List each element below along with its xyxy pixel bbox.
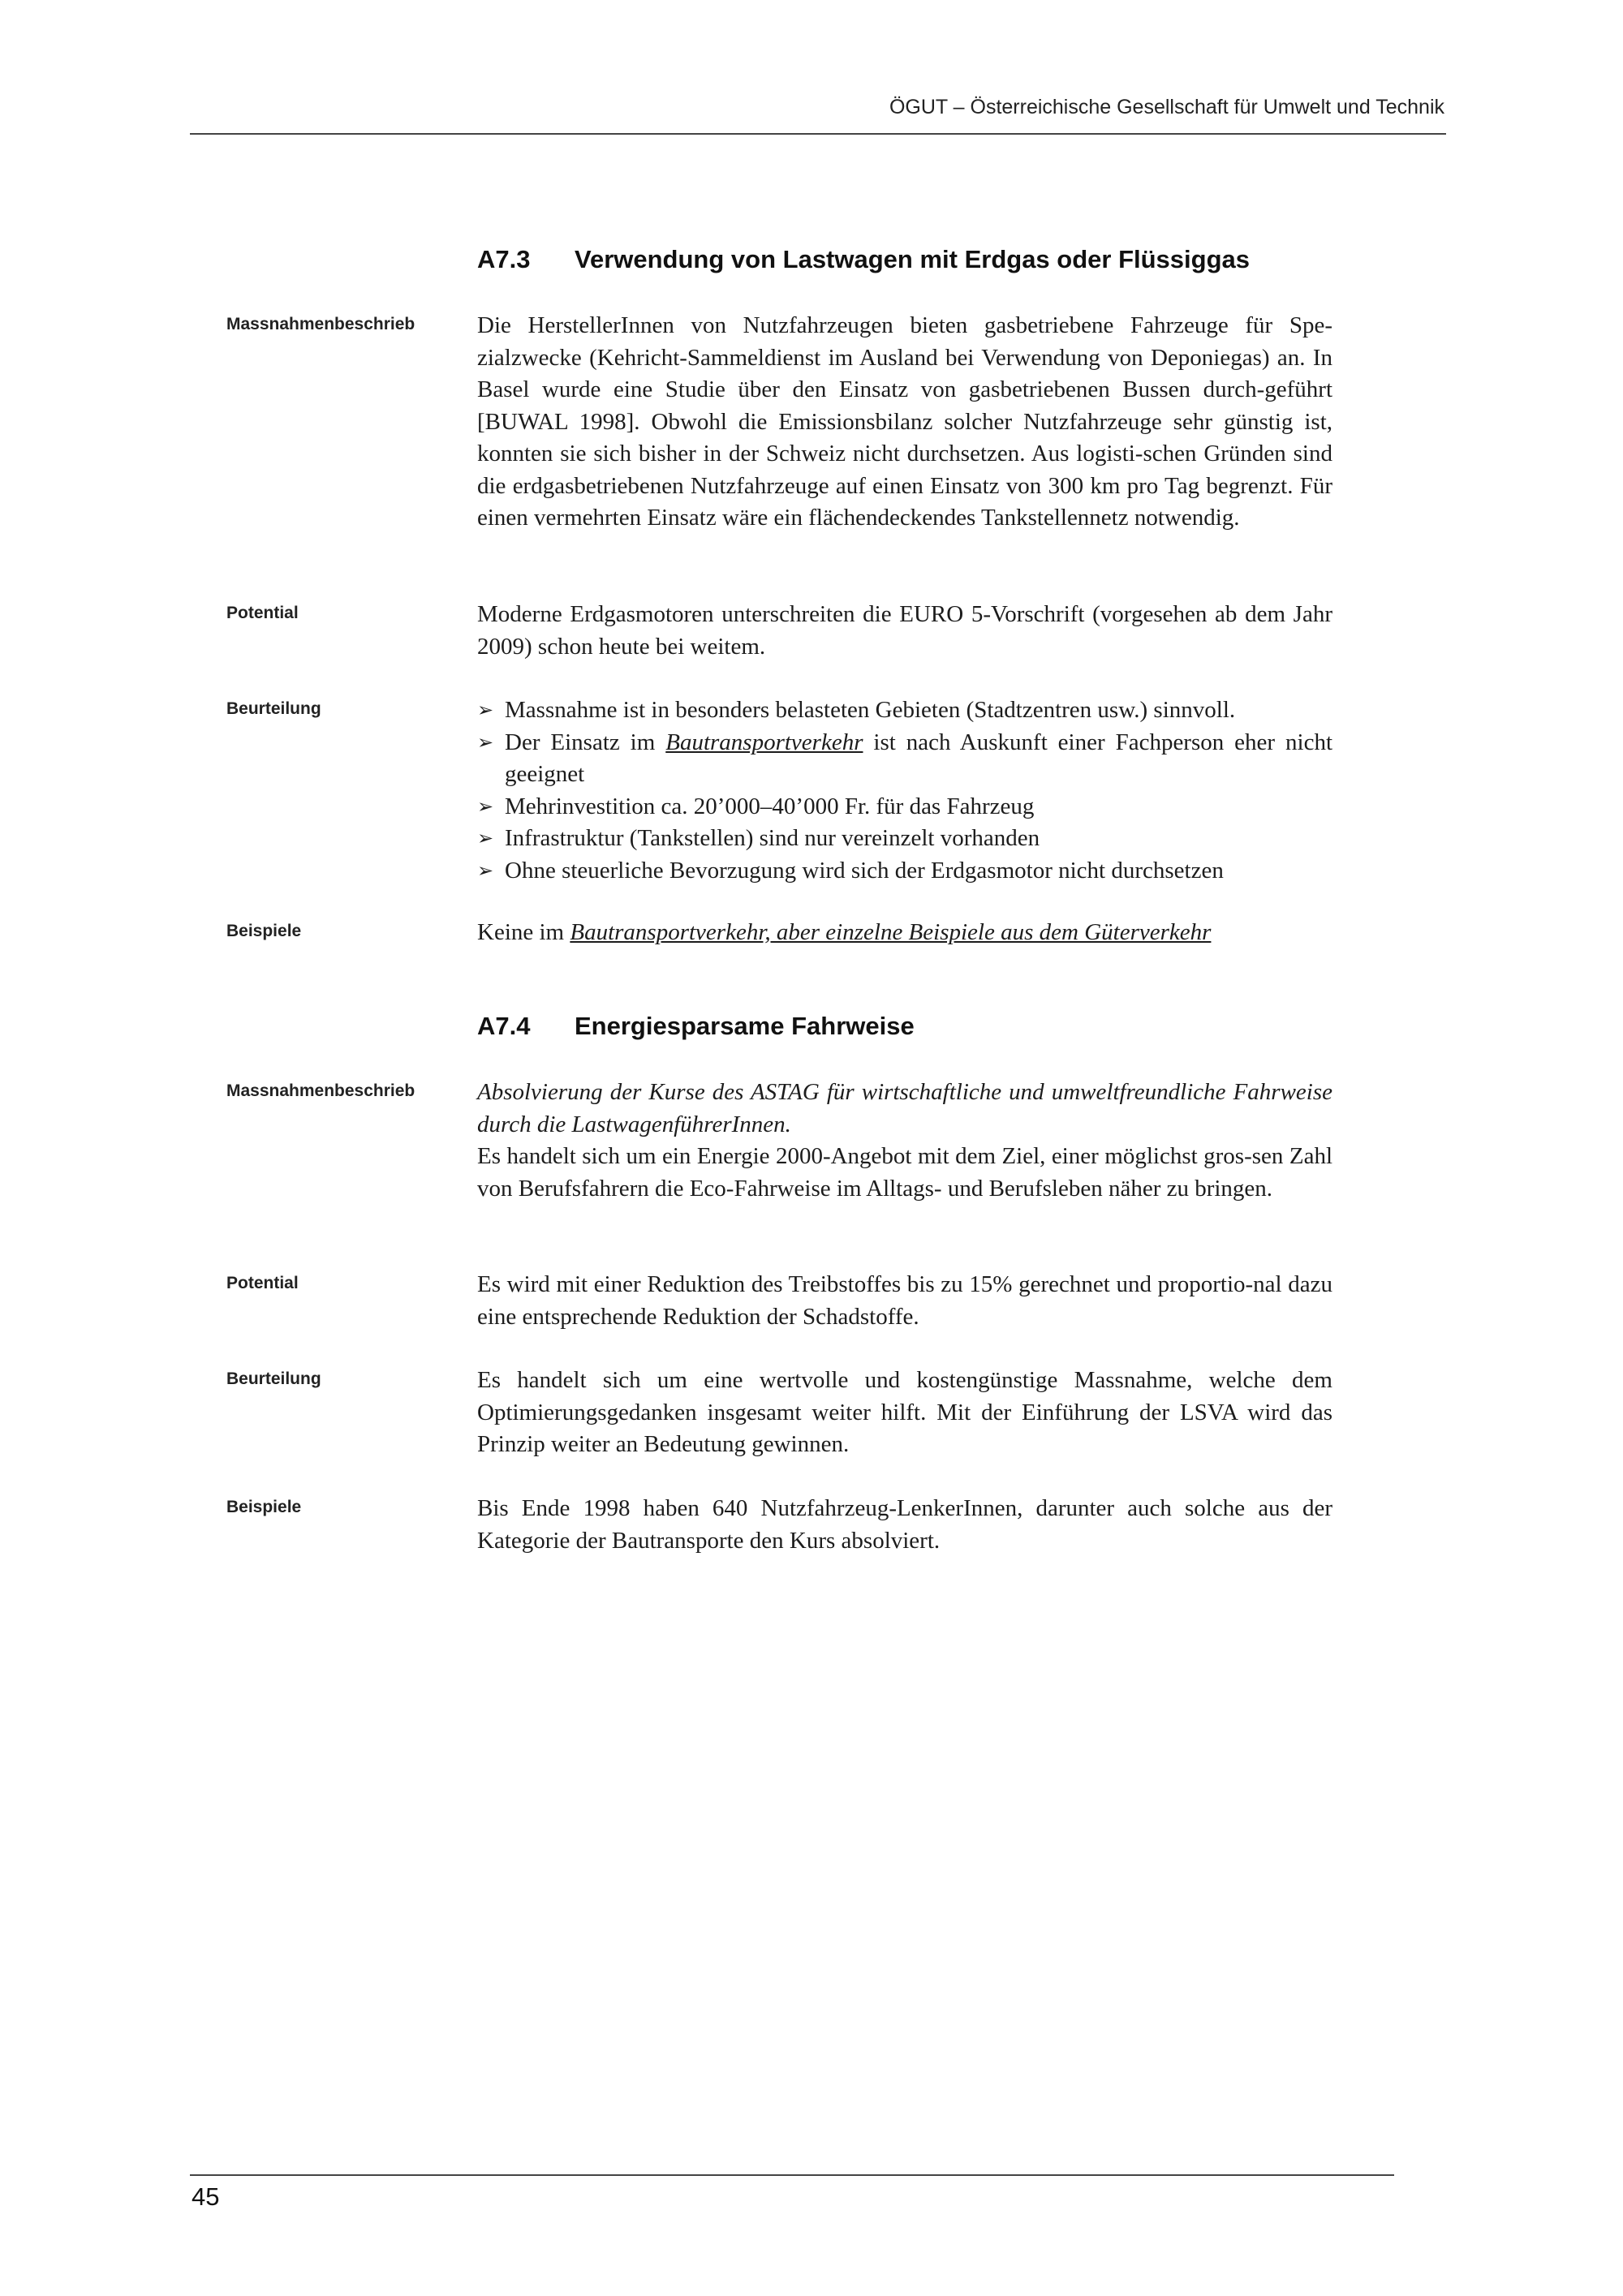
description-text <box>477 310 1332 535</box>
arrow-bullet-icon: ➢ <box>477 794 494 818</box>
list-item: ➢ Ohne steuerliche Bevorzugung wird sich der Erdgasmotor nicht durchsetzen <box>477 855 1332 888</box>
potential-text <box>477 599 1332 663</box>
row-label: Beispiele <box>226 1498 302 1516</box>
row-label: Potential <box>226 1274 299 1292</box>
examples-text: Keine im Bautransportverkehr, aber einzelne Beispiele aus dem Güterverkehr <box>477 919 1212 945</box>
page-number: 45 <box>192 2182 220 2211</box>
description-text <box>477 1077 1332 1205</box>
arrow-bullet-icon: ➢ <box>477 827 494 849</box>
row-label: Beispiele <box>226 922 302 940</box>
section-title: Energiesparsame Fahrweise <box>575 1012 915 1040</box>
assessment-list <box>477 694 1332 887</box>
paragraph: Bis Ende 1998 haben 640 Nutzfahrzeug-LenkerInnen, darunter auch solche aus der Kategorie der Bautransporte den Kurs absolviert. <box>477 1495 1332 1554</box>
italic-paragraph: Absolvierung der Kurse des ASTAG für wirtschaftliche und umweltfreundliche Fahrweise durch die LastwagenführerInnen. <box>477 1079 1332 1137</box>
potential-text <box>477 1269 1332 1333</box>
list-item: ➢ Massnahme ist in besonders belasteten Gebieten (Stadtzentren usw.) sinnvoll. <box>477 694 1332 727</box>
underlined-term: Bautransportverkehr, aber einzelne Beispiele aus dem Güterverkehr <box>570 919 1212 945</box>
paragraph: Moderne Erdgasmotoren unterschreiten die EURO 5-Vorschrift (vorgesehen ab dem Jahr 2009) schon heute bei weitem. <box>477 601 1332 660</box>
list-item: ➢ Infrastruktur (Tankstellen) sind nur vereinzelt vorhanden <box>477 823 1332 855</box>
paragraph: Die HerstellerInnen von Nutzfahrzeugen bieten gasbetriebene Fahrzeuge für Spe-zialzwecke (Kehricht-Sammeldienst im Ausland bei Verwendung von Deponiegas) an. In Basel wurde eine Studie über den Einsatz von gasbetriebenen Bussen durch-geführt [BUWAL 1998]. Obwohl die Emissionsbilanz solcher Nutzfahrzeuge sehr günstig ist, konnten sie sich bisher in der Schweiz nicht durchsetzen. Aus logisti-schen Gründen sind die erdgasbetriebenen Nutzfahrzeuge auf einen Einsatz von 300 km pro Tag begrenzt. Für einen vermehrten Einsatz wäre ein flächendeckendes Tankstellennetz notwendig. <box>477 312 1332 531</box>
section-heading-a74 <box>477 1012 915 1041</box>
section-title: Verwendung von Lastwagen mit Erdgas oder Flüssiggas <box>575 245 1251 273</box>
row-label: Beurteilung <box>226 699 321 718</box>
section-number: A7.4 <box>477 1012 531 1040</box>
paragraph: Es handelt sich um eine wertvolle und kostengünstige Massnahme, welche dem Optimierungsgedanken insgesamt weiter hilft. Mit der Einführung der LSVA wird das Prinzip weiter an Bedeutung gewinnen. <box>477 1367 1332 1457</box>
row-label: Beurteilung <box>226 1369 321 1388</box>
list-item: ➢ Mehrinvestition ca. 20’000–40’000 Fr. für das Fahrzeug <box>477 791 1332 823</box>
examples-text <box>477 1493 1332 1557</box>
underlined-term: Bautransportverkehr <box>665 729 863 755</box>
section-heading-a73 <box>477 245 1250 274</box>
assessment-text <box>477 1365 1332 1461</box>
arrow-bullet-icon: ➢ <box>477 858 494 882</box>
paragraph: Es handelt sich um ein Energie 2000-Angebot mit dem Ziel, einer möglichst gros-sen Zahl von Berufsfahrern die Eco-Fahrweise im Alltags- und Berufsleben näher zu bringen. <box>477 1143 1332 1202</box>
header-divider <box>190 133 1446 135</box>
paragraph: Es wird mit einer Reduktion des Treibstoffes bis zu 15% gerechnet und proportio-nal dazu eine entsprechende Reduktion der Schadstoffe. <box>477 1271 1332 1330</box>
row-label: Massnahmenbeschrieb <box>226 1081 415 1100</box>
arrow-bullet-icon: ➢ <box>477 730 494 754</box>
footer-divider <box>190 2174 1394 2176</box>
row-label: Massnahmenbeschrieb <box>226 315 415 333</box>
row-label: Potential <box>226 604 299 622</box>
arrow-bullet-icon: ➢ <box>477 699 494 721</box>
section-number: A7.3 <box>477 245 531 273</box>
list-item: ➢ Der Einsatz im Bautransportverkehr ist nach Auskunft einer Fachperson eher nicht geeignet <box>477 727 1332 791</box>
running-header: ÖGUT – Österreichische Gesellschaft für Umwelt und Technik <box>889 96 1444 118</box>
